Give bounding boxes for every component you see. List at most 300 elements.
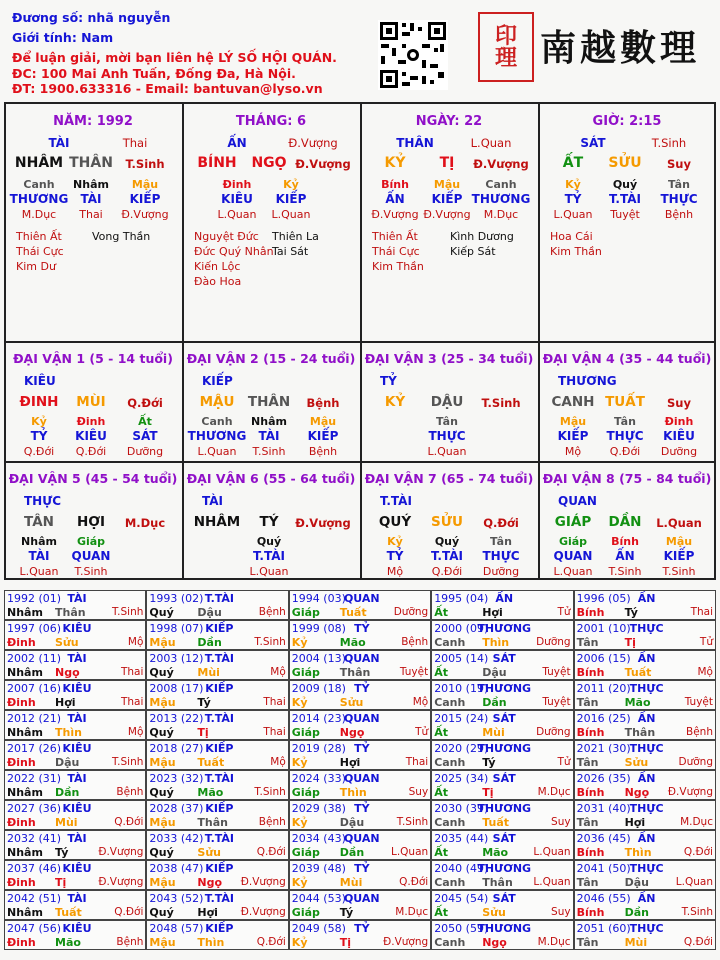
heavenly-stem: KỶ [384,155,406,171]
dai-van-stage: T.Sinh [481,396,521,410]
year-god: TỶ [354,682,370,695]
year-god: TỶ [354,862,370,875]
year-branch: Tý [55,846,69,859]
pillar-stage: Đ.Vượng [295,157,351,171]
year-stage: Đ.Vượng [98,846,144,858]
year-stage: Bệnh [116,936,144,948]
year-cell[interactable] [4,830,146,860]
year-branch: Mùi [482,726,505,739]
year-cell[interactable] [431,650,573,680]
year-cell[interactable] [574,650,716,680]
year-cell[interactable] [574,710,716,740]
year-stem: Mậu [149,636,176,649]
year-god: THƯƠNG [477,682,532,695]
hidden-stage: T.Sinh [608,565,642,578]
year-stem: Bính [576,786,605,799]
pillar-god: TÀI [48,136,70,150]
year-cell[interactable] [289,770,431,800]
hidden-stage: L.Quan [249,565,289,578]
year-stem: Quý [149,726,174,739]
auspicious-star: Kim Dư [16,260,56,273]
year-cell[interactable] [574,860,716,890]
auspicious-star: Thiên Ất [16,230,62,243]
year-cell[interactable] [431,800,573,830]
year-stage: Tuyệt [542,666,571,678]
year-cell[interactable] [4,710,146,740]
year-god: THỰC [629,682,664,695]
year-cell[interactable] [4,920,146,950]
year-branch: Mão [339,636,366,649]
year-stage: Mộ [697,666,713,678]
year-branch: Tị [55,876,67,889]
year-god: TÀI [67,592,87,605]
year-cell[interactable] [574,680,716,710]
year-stage: Đ.Vượng [98,876,144,888]
year-cell[interactable] [4,620,146,650]
gender: Giới tính: Nam [12,30,114,45]
year-god: KIÊU [62,922,92,935]
year-cell[interactable] [431,890,573,920]
hidden-stem: Kỷ [565,178,581,191]
dai-van-stage: Đ.Vượng [295,516,351,530]
year-stage: Tử [557,756,571,768]
heavenly-stem: GIÁP [554,514,592,530]
year-cell[interactable] [146,650,288,680]
year-branch: Hợi [55,696,76,709]
year-label: 2044 (53) [291,892,346,905]
year-god: TỶ [354,622,370,635]
year-cell[interactable] [289,860,431,890]
year-god: T.TÀI [204,772,235,785]
year-cell[interactable] [146,800,288,830]
year-stage: L.Quan [533,876,571,888]
year-god: QUAN [343,892,380,905]
hidden-god: TỶ [386,549,404,563]
year-branch: Dậu [339,816,365,829]
dai-van-god: TÀI [202,494,224,508]
year-stage: Suy [551,906,571,918]
qr-code-icon[interactable] [378,20,448,90]
dai-van-title: ĐẠI VẬN 6 (55 - 64 tuổi) [186,471,356,486]
year-label: 1999 (08) [291,622,346,635]
year-label: 2002 (11) [7,652,62,665]
year-branch: Mão [197,786,224,799]
year-stem: Canh [434,756,466,769]
year-label: 2014 (23) [291,712,346,725]
year-label: 2035 (44) [434,832,489,845]
year-cell[interactable] [146,890,288,920]
year-cell[interactable] [431,770,573,800]
hidden-stem: Tân [436,415,458,428]
star: Kiếp Sát [450,245,496,258]
year-label: 2036 (45) [576,832,631,845]
year-cell[interactable] [4,680,146,710]
hidden-stem: Đinh [664,415,694,428]
year-branch: Dậu [197,606,222,619]
dai-van-5 [4,462,182,580]
hidden-stem: Tân [668,178,690,191]
pillar-stage: T.Sinh [125,157,165,171]
auspicious-star: Thái Cực [16,245,64,258]
year-stem: Mậu [149,816,176,829]
year-cell[interactable] [289,830,431,860]
hidden-god: T.TÀI [431,549,463,563]
year-label: 2029 (38) [291,802,346,815]
year-branch: Sửu [482,906,506,919]
year-cell[interactable] [574,920,716,950]
dai-van-2 [182,342,360,461]
year-god: T.TÀI [204,652,235,665]
heavenly-stem: CANH [551,394,595,410]
year-god: KIẾP [205,802,234,815]
hidden-stage: L.Quan [553,208,593,221]
year-stem: Tân [576,936,599,949]
dai-van-title: ĐẠI VẬN 5 (45 - 54 tuổi) [8,471,178,486]
year-cell[interactable] [289,620,431,650]
year-branch: Ngọ [339,726,365,739]
dai-van-title: ĐẠI VẬN 8 (75 - 84 tuổi) [542,471,712,486]
hidden-stem: Kỷ [31,415,47,428]
year-cell[interactable] [289,680,431,710]
hidden-stem: Giáp [558,535,588,548]
year-god: THỰC [629,802,664,815]
year-stem: Nhâm [7,606,43,619]
year-branch: Thìn [55,726,82,739]
year-stage: Q.Đới [399,876,429,888]
year-cell[interactable] [146,590,288,620]
year-branch: Dậu [55,756,80,769]
year-cell[interactable] [289,890,431,920]
year-stage: Dưỡng [536,726,571,738]
dai-van-god: T.TÀI [380,494,412,508]
year-cell[interactable] [574,800,716,830]
year-cell[interactable] [574,770,716,800]
earthly-branch: TỊ [439,155,455,171]
year-cell[interactable] [4,650,146,680]
year-god: T.TÀI [204,832,235,845]
auspicious-star: Đức Quý Nhân [194,245,274,258]
year-label: 2011 (20) [576,682,631,695]
year-cell[interactable] [431,920,573,950]
hidden-stage: L.Quan [197,445,237,458]
earthly-branch: TUẤT [605,394,645,410]
year-cell[interactable] [146,920,288,950]
auspicious-star: Nguyệt Đức [194,230,259,243]
year-stem: Bính [576,666,605,679]
earthly-branch: DẦN [608,514,642,530]
year-cell[interactable] [4,860,146,890]
year-label: 2042 (51) [7,892,62,905]
year-label: 1992 (01) [7,592,62,605]
year-stage: M.Dục [680,816,713,828]
year-branch: Dậu [482,666,507,679]
year-branch: Tị [482,786,494,799]
year-stage: Tuyệt [542,696,571,708]
year-god: SÁT [492,772,516,785]
year-stem: Mậu [149,876,176,889]
year-stage: Tử [699,636,713,648]
year-cell[interactable] [289,650,431,680]
hidden-stem: Giáp [76,535,106,548]
hidden-stage: L.Quan [553,565,593,578]
year-stage: L.Quan [390,846,429,858]
year-stage: Dưỡng [536,636,571,648]
year-cell[interactable] [431,860,573,890]
owner-name: Đương số: nhã nguyễn [12,10,171,25]
year-cell[interactable] [289,800,431,830]
chart-header [0,0,720,102]
year-cell[interactable] [574,890,716,920]
year-cell[interactable] [431,710,573,740]
year-god: KIẾP [205,922,234,935]
heavenly-stem: ẤT [562,155,584,171]
year-stem: Canh [434,936,466,949]
hidden-stem: Canh [201,415,233,428]
year-god: ẤN [637,652,656,665]
hidden-stem: Quý [256,535,282,548]
year-stage: Q.Đới [114,816,144,828]
year-label: 2008 (17) [149,682,204,695]
year-cell[interactable] [574,830,716,860]
year-god: ẤN [637,892,656,905]
heavenly-stem: ĐINH [19,394,59,410]
year-stem: Ất [434,666,448,679]
hidden-god: THƯƠNG [187,429,247,443]
year-branch: Mão [624,696,651,709]
year-cell[interactable] [4,890,146,920]
hidden-god: ẤN [615,549,635,563]
year-branch: Tuất [55,906,82,919]
year-stage: Bệnh [258,816,286,828]
year-stem: Giáp [291,846,320,859]
year-branch: Dần [197,636,222,649]
year-cell[interactable] [431,740,573,770]
auspicious-star: Kim Thần [550,245,602,258]
year-branch: Sửu [339,696,364,709]
year-god: TÀI [67,712,87,725]
hidden-stem: Nhâm [21,535,57,548]
dai-van-god: KIẾP [202,374,233,388]
hidden-god: KIÊU [221,192,253,206]
hidden-stage: M.Dục [21,208,57,221]
dai-van-title: ĐẠI VẬN 3 (25 - 34 tuổi) [364,351,534,366]
year-stage: Dưỡng [678,756,713,768]
year-cell[interactable] [146,680,288,710]
hidden-god: KIẾP [431,192,463,206]
auspicious-star: Kiến Lộc [194,260,241,273]
year-god: ẤN [637,712,656,725]
year-branch: Thân [55,606,86,619]
year-cell[interactable] [574,740,716,770]
pillar-stage-top: T.Sinh [651,136,687,150]
hidden-stage: L.Quan [217,208,257,221]
year-god: ẤN [637,592,656,605]
year-stage: Bệnh [258,606,286,618]
year-cell[interactable] [431,620,573,650]
hidden-god: TỶ [564,192,582,206]
year-stem: Bính [576,606,605,619]
heavenly-stem: BÍNH [197,155,237,171]
hidden-stem: Nhâm [251,415,287,428]
year-label: 2022 (31) [7,772,62,785]
brand-logo: 南越數理 [540,27,701,69]
year-branch: Mùi [624,936,648,949]
year-god: TỶ [354,742,370,755]
year-stem: Canh [434,636,466,649]
year-stage: Thai [120,696,144,708]
year-label: 2046 (55) [576,892,631,905]
year-cell[interactable] [4,800,146,830]
year-stem: Quý [149,906,174,919]
year-branch: Sửu [624,756,649,769]
year-cell[interactable] [146,740,288,770]
hidden-god: KIẾP [557,429,589,443]
pillar-title: THÁNG: 6 [235,114,307,129]
year-label: 2049 (58) [291,922,346,935]
year-stem: Ất [434,606,448,619]
year-branch: Tuất [339,606,367,619]
year-stage: Đ.Vượng [667,786,713,798]
year-cell[interactable] [431,680,573,710]
year-cell[interactable] [574,590,716,620]
year-branch: Tuất [624,666,652,679]
year-branch: Thân [197,816,228,829]
year-branch: Thìn [482,636,510,649]
year-label: 2041 (50) [576,862,631,875]
hidden-stem: Tân [490,535,512,548]
earthly-branch: SỬU [608,155,642,171]
hidden-god: T.TÀI [609,192,641,206]
year-cell[interactable] [289,740,431,770]
year-branch: Mão [482,846,509,859]
dai-van-god: THỰC [24,494,62,508]
year-branch: Dần [55,786,80,799]
year-god: THỰC [629,862,664,875]
pillar-god: SÁT [580,136,606,150]
year-cell[interactable] [431,830,573,860]
year-stem: Bính [576,726,605,739]
year-stem: Đinh [7,876,36,889]
year-god: ẤN [495,592,514,605]
hidden-stem: Đinh [76,415,106,428]
year-cell[interactable] [4,590,146,620]
year-stem: Mậu [149,756,176,769]
year-cell[interactable] [146,860,288,890]
pillar-title: NĂM: 1992 [53,114,133,129]
year-god: TỶ [354,802,370,815]
pillar-stage: Suy [667,157,691,171]
year-label: 1998 (07) [149,622,204,635]
year-god: TÀI [67,832,87,845]
hidden-stage: Bệnh [308,445,338,458]
earthly-branch: TÝ [259,514,279,530]
year-stem: Mậu [149,696,176,709]
year-stage: Mộ [270,666,286,678]
year-label: 2031 (40) [576,802,631,815]
hidden-stage: Q.Đới [609,445,641,458]
year-cell[interactable] [4,770,146,800]
year-stem: Giáp [291,726,320,739]
year-stage: M.Dục [395,906,429,918]
year-branch: Tý [482,756,496,769]
year-stage: Tử [415,726,429,738]
year-god: T.TÀI [204,892,235,905]
year-stage: Thai [120,666,144,678]
hidden-god: THƯƠNG [471,192,531,206]
year-stage: Thai [263,696,286,708]
year-stage: Đ.Vượng [240,906,286,918]
dai-van-stage: Bệnh [306,396,340,410]
hidden-god: KIẾP [129,192,161,206]
year-cell[interactable] [289,920,431,950]
dai-van-7 [360,462,538,580]
hidden-stage: L.Quan [19,565,59,578]
year-stem: Bính [576,906,605,919]
year-stage: Bệnh [401,636,429,648]
year-label: 2001 (10) [576,622,631,635]
hidden-stage: Dưỡng [126,445,164,458]
year-stem: Canh [434,696,466,709]
year-god: KIÊU [62,862,92,875]
earthly-branch: THÂN [247,394,291,410]
year-cell[interactable] [574,620,716,650]
pillar-stage-top: Thai [122,136,148,150]
hidden-stage: Đ.Vượng [371,208,419,221]
year-stage: Mộ [270,756,286,768]
year-stem: Giáp [291,666,320,679]
year-label: 1997 (06) [7,622,62,635]
year-branch: Thân [624,726,656,739]
year-branch: Sửu [55,636,79,649]
year-label: 2028 (37) [149,802,204,815]
year-label: 2007 (16) [7,682,62,695]
year-label: 2000 (09) [434,622,489,635]
year-cell[interactable] [431,590,573,620]
dai-van-8 [538,462,716,580]
year-god: ẤN [637,832,656,845]
hidden-stage: Bệnh [664,208,694,221]
year-cell[interactable] [146,770,288,800]
year-label: 2020 (29) [434,742,489,755]
year-cell[interactable] [146,830,288,860]
year-stem: Tân [576,636,599,649]
pillar-stage: Đ.Vượng [473,157,529,171]
hidden-god: T.TÀI [253,549,285,563]
hidden-stage: T.Sinh [74,565,108,578]
dai-van-god: QUAN [558,494,597,508]
year-cell[interactable] [146,620,288,650]
auspicious-star: Kim Thần [372,260,424,273]
year-cell[interactable] [289,710,431,740]
pillar-god: ẤN [227,136,247,150]
dai-van-3 [360,342,538,461]
hidden-stage: T.Sinh [252,445,286,458]
hidden-god: ẤN [385,192,405,206]
year-stage: Thai [405,756,429,768]
year-cell[interactable] [289,590,431,620]
hidden-stem: Mậu [309,415,337,428]
year-god: TỶ [354,922,370,935]
year-cell[interactable] [4,740,146,770]
year-cell[interactable] [146,710,288,740]
year-branch: Thìn [197,936,225,949]
year-stem: Kỷ [291,696,308,709]
year-stage: M.Dục [537,786,571,798]
year-label: 2025 (34) [434,772,489,785]
year-stem: Ất [434,846,448,859]
year-god: TÀI [67,892,87,905]
year-label: 2027 (36) [7,802,62,815]
